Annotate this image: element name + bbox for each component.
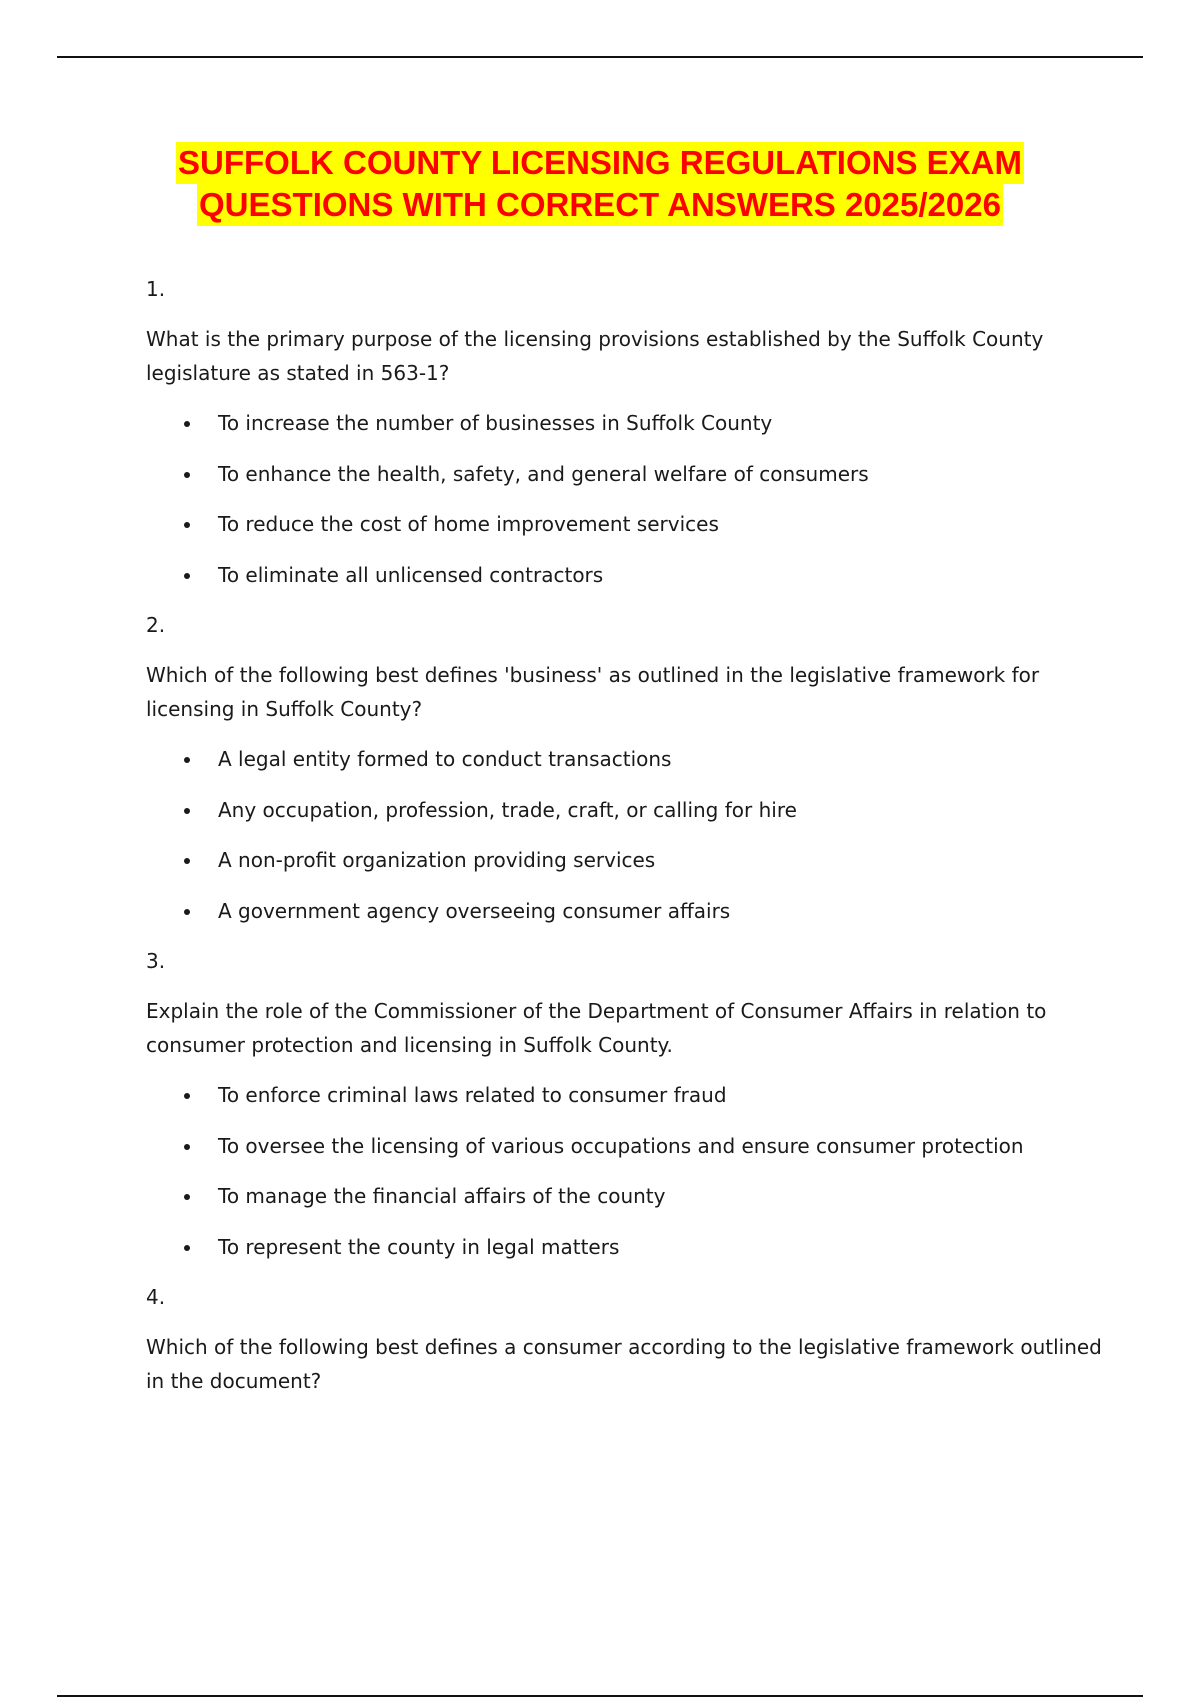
answer-option: A legal entity formed to conduct transactions (146, 742, 1106, 776)
question-text: Which of the following best defines a consumer according to the legislative framework outlined in the document? (146, 1335, 1102, 1393)
question-2 (146, 608, 1106, 928)
answer-option: A government agency overseeing consumer affairs (146, 894, 1106, 928)
question-text: Which of the following best defines 'business' as outlined in the legislative framework for licensing in Suffolk County? (146, 663, 1040, 721)
answer-option: To manage the financial affairs of the county (146, 1179, 1106, 1213)
top-rule (57, 56, 1143, 58)
answer-options (146, 742, 1106, 928)
question-4 (146, 1280, 1106, 1398)
question-number: 1. (146, 277, 166, 301)
answer-option: To enforce criminal laws related to consumer fraud (146, 1078, 1106, 1112)
title-line-2: QUESTIONS WITH CORRECT ANSWERS 2025/2026 (197, 184, 1003, 226)
answer-option: A non-profit organization providing services (146, 843, 1106, 877)
questions-list (146, 272, 1106, 1414)
answer-option: To represent the county in legal matters (146, 1230, 1106, 1264)
question-number: 2. (146, 613, 166, 637)
question-1 (146, 272, 1106, 592)
question-text: What is the primary purpose of the licensing provisions established by the Suffolk County legislature as stated in 563-1? (146, 327, 1044, 385)
answer-option: To increase the number of businesses in Suffolk County (146, 406, 1106, 440)
question-number: 3. (146, 949, 166, 973)
title-line-1: SUFFOLK COUNTY LICENSING REGULATIONS EXAM (176, 142, 1024, 184)
answer-option: To enhance the health, safety, and general welfare of consumers (146, 457, 1106, 491)
answer-option: To reduce the cost of home improvement services (146, 507, 1106, 541)
answer-options (146, 406, 1106, 592)
document-title (57, 142, 1143, 226)
answer-option: Any occupation, profession, trade, craft, or calling for hire (146, 793, 1106, 827)
answer-option: To eliminate all unlicensed contractors (146, 558, 1106, 592)
question-3 (146, 944, 1106, 1264)
answer-options (146, 1078, 1106, 1264)
answer-option: To oversee the licensing of various occupations and ensure consumer protection (146, 1129, 1106, 1163)
bottom-rule (57, 1695, 1143, 1697)
question-text: Explain the role of the Commissioner of the Department of Consumer Affairs in relation to consumer protection and licensing in Suffolk County. (146, 999, 1047, 1057)
question-number: 4. (146, 1285, 166, 1309)
